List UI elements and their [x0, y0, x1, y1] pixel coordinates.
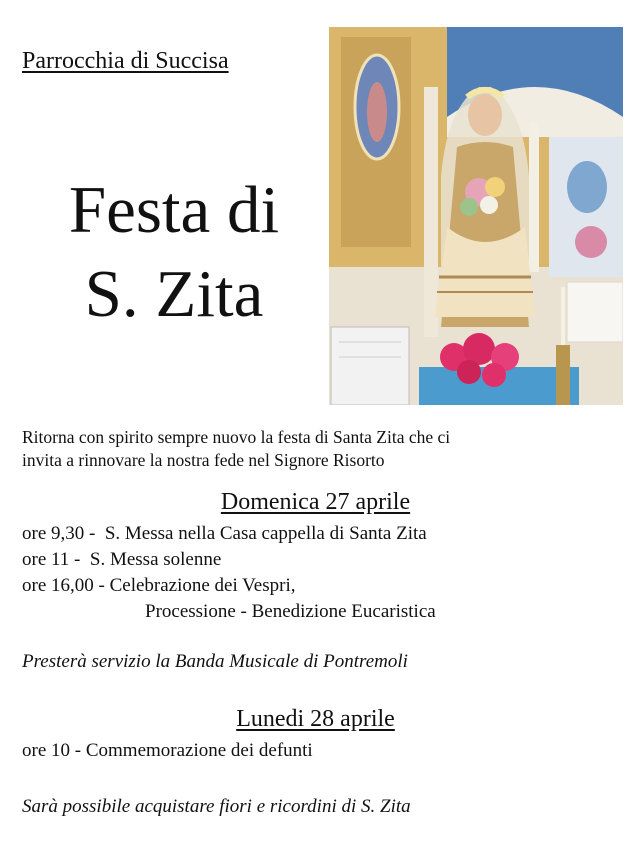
parish-name: Parrocchia di Succisa	[22, 48, 229, 74]
intro-line-1: Ritorna con spirito sempre nuovo la festa di Santa Zita che ci	[22, 427, 451, 447]
intro-text	[22, 426, 622, 472]
band-note: Presterà servizio la Banda Musicale di Pontremoli	[22, 651, 408, 672]
saint-statue-photo	[329, 27, 623, 405]
schedule-item: ore 11 - S. Messa solenne	[22, 549, 222, 570]
title-line-1: Festa di	[68, 173, 280, 247]
page-title	[24, 168, 324, 336]
day2-schedule	[22, 738, 313, 764]
day1-heading: Domenica 27 aprile	[220, 489, 411, 515]
schedule-item: ore 10 - Commemorazione dei defunti	[22, 740, 313, 761]
day2-heading: Lunedi 28 aprile	[236, 706, 395, 732]
closing-note: Sarà possibile acquistare fiori e ricordini di S. Zita	[22, 796, 411, 817]
schedule-item: ore 9,30 - S. Messa nella Casa cappella di Santa Zita	[22, 523, 427, 544]
title-line-2: S. Zita	[84, 257, 264, 331]
schedule-item: Processione - Benedizione Eucaristica	[145, 601, 436, 622]
schedule-item: ore 16,00 - Celebrazione dei Vespri,	[22, 575, 296, 596]
day1-schedule	[22, 521, 436, 625]
intro-line-2: invita a rinnovare la nostra fede nel Signore Risorto	[22, 450, 385, 470]
